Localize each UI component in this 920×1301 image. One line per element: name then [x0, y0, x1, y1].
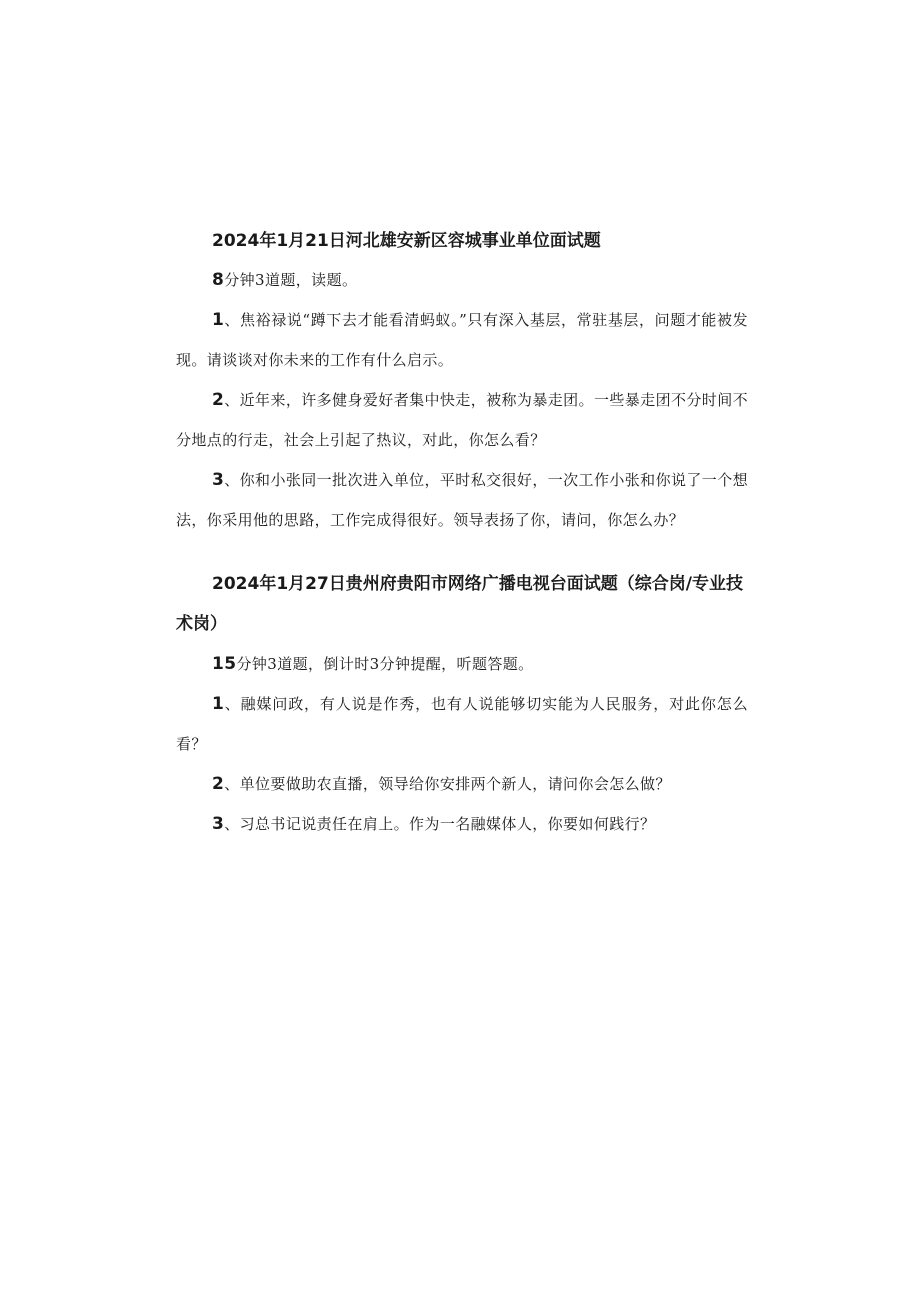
- interview-section-2: [176, 564, 748, 844]
- question-number: 1: [212, 694, 225, 714]
- question-text: 、融媒问政，有人说是作秀，也有人说能够切实能为人民服务，对此你怎么看？: [176, 695, 748, 753]
- question-item: [176, 380, 748, 460]
- question-number: 1: [212, 310, 225, 330]
- question-item: [176, 684, 748, 764]
- question-item: [176, 804, 676, 844]
- section-title: 2024年1月21日河北雄安新区容城事业单位面试题: [212, 231, 601, 251]
- section-intro: [176, 260, 748, 300]
- intro-number: 15: [212, 654, 237, 674]
- section-intro: [176, 644, 748, 684]
- question-number: 3: [212, 814, 225, 834]
- document-page: [176, 222, 748, 844]
- question-number: 3: [212, 470, 225, 490]
- question-item: [176, 460, 748, 540]
- question-item: [176, 300, 748, 380]
- question-number: 2: [212, 390, 225, 410]
- question-text: 、焦裕禄说“蹲下去才能看清蚂蚁。”只有深入基层，常驻基层，问题才能被发现。请谈谈对你未来的工作有什么启示。: [176, 311, 748, 369]
- intro-number: 8: [212, 270, 225, 290]
- question-item: [176, 764, 748, 804]
- intro-text: 分钟3道题，读题。: [224, 271, 358, 289]
- question-text: 、近年来，许多健身爱好者集中快走，被称为暴走团。一些暴走团不分时间不分地点的行走，社会上引起了热议，对此，你怎么看？: [176, 391, 748, 449]
- interview-section-1: [176, 222, 748, 540]
- section-title: 2024年1月27日贵州府贵阳市网络广播电视台面试题（综合岗/专业技术岗）: [176, 574, 744, 634]
- question-text: 、习总书记说责任在肩上。作为一名融媒体人，你要如何践行？: [224, 815, 656, 833]
- intro-text: 分钟3道题，倒计时3分钟提醒，听题答题。: [236, 655, 534, 673]
- question-text: 、单位要做助农直播，领导给你安排两个新人，请问你会怎么做？: [224, 775, 671, 793]
- question-text: 、你和小张同一批次进入单位，平时私交很好，一次工作小张和你说了一个想法，你采用他的思路，工作完成得很好。领导表扬了你，请问，你怎么办？: [176, 471, 748, 529]
- question-number: 2: [212, 774, 225, 794]
